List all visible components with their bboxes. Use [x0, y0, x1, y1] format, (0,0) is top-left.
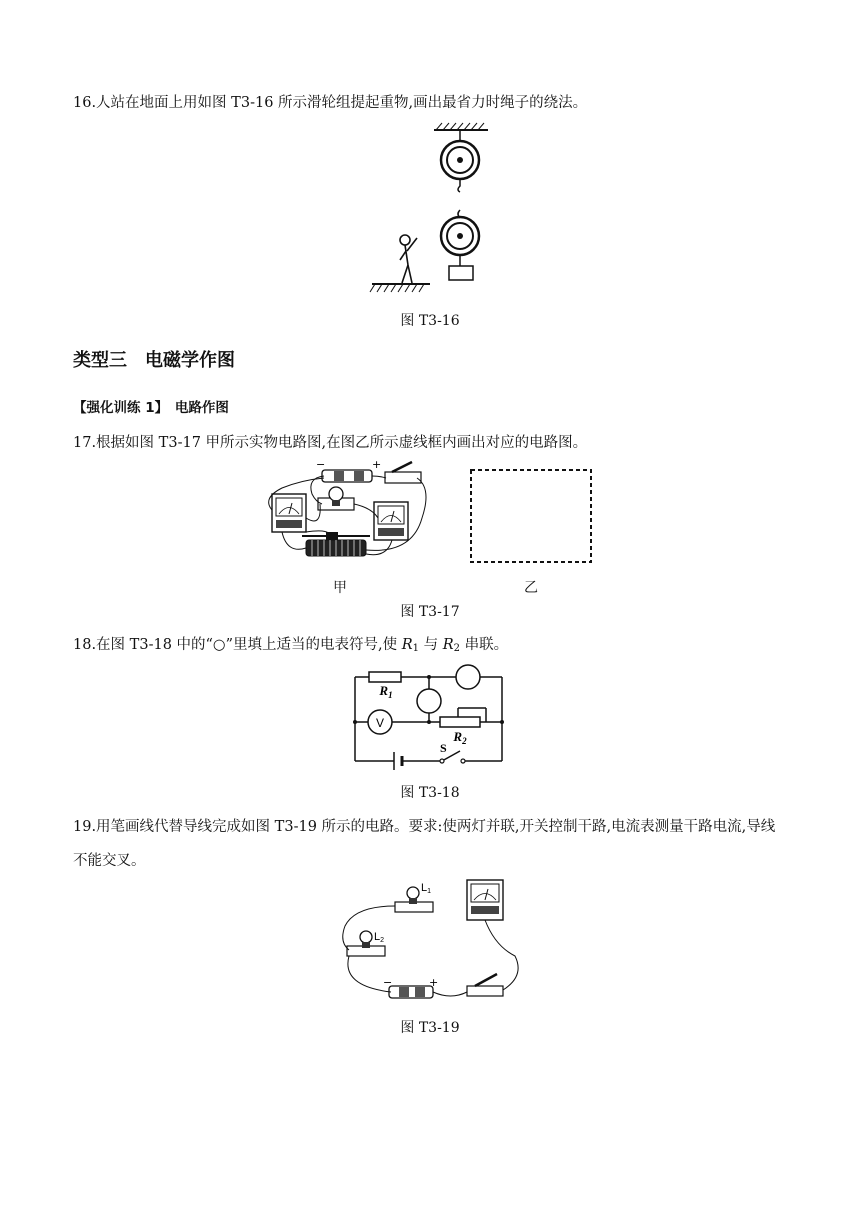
ammeter-icon: [467, 880, 503, 920]
battery-plus-label: +: [429, 976, 439, 989]
figure-caption-t3-16: 图 T3-16: [400, 313, 460, 329]
question-16-text: 16.人站在地面上用如图 T3-16 所示滑轮组提起重物,画出最省力时绳子的绕法。: [73, 95, 588, 111]
svg-text:L2: [374, 931, 384, 944]
r1-label: R: [379, 683, 389, 698]
l2-sub-label: 2: [380, 937, 385, 944]
question-17-text: 17.根据如图 T3-17 甲所示实物电路图,在图乙所示虚线框内画出对应的电路图。: [73, 435, 588, 451]
q18-text-pre: 18.在图 T3-18 中的“○”里填上适当的电表符号,使: [73, 637, 402, 653]
r2-sub-label: 2: [462, 736, 467, 746]
question-18-text: [73, 635, 508, 659]
l2-label: L: [374, 931, 381, 943]
q18-text-post: 串联。: [460, 637, 509, 653]
l1-label: L: [421, 882, 428, 894]
battery-icon: [389, 986, 433, 998]
voltmeter-label: V: [375, 716, 385, 730]
battery-minus-label: −: [383, 976, 393, 989]
r1-sub-label: 1: [388, 690, 393, 700]
figure-caption-t3-19: 图 T3-19: [400, 1020, 460, 1036]
svg-text:R2: [452, 729, 467, 746]
q18-r2: R: [442, 637, 454, 653]
switch-label: S: [440, 741, 447, 755]
battery-minus-label: −: [316, 458, 326, 471]
q18-r1: R: [401, 637, 413, 653]
voltmeter-icon: [272, 494, 306, 532]
empty-dashed-box: [470, 469, 592, 563]
battery-icon: [322, 470, 372, 482]
svg-text:L1: [421, 882, 431, 895]
section-title: 类型三 电磁学作图: [73, 350, 235, 371]
subsection-title: 【强化训练 1】 电路作图: [73, 400, 229, 416]
ammeter-icon: [374, 502, 408, 540]
physical-circuit-figure: [262, 458, 437, 570]
question-19-line1: 19.用笔画线代替导线完成如图 T3-19 所示的电路。要求:使两灯并联,开关控制干路,电流表测量干路电流,导线: [73, 819, 776, 835]
bulb-icon: [318, 487, 354, 510]
l1-sub-label: 1: [427, 888, 432, 895]
svg-text:R1: [378, 683, 392, 700]
physical-circuit-t3-19: [335, 876, 525, 1002]
switch-icon: [467, 974, 503, 996]
switch-icon: [385, 462, 421, 483]
figure-caption-t3-17: 图 T3-17: [400, 604, 460, 620]
figure-label-jia: 甲: [333, 580, 347, 596]
q18-r2-sub: 2: [453, 643, 461, 654]
rheostat-icon: [302, 532, 370, 556]
figure-caption-t3-18: 图 T3-18: [400, 785, 460, 801]
q18-r1-sub: 1: [412, 643, 420, 654]
battery-plus-label: +: [372, 458, 382, 471]
r2-label: R: [453, 729, 463, 744]
pulley-figure: [370, 120, 490, 295]
circuit-diagram-t3-18: [350, 664, 510, 774]
q18-mid: 与: [419, 637, 443, 653]
figure-label-yi: 乙: [524, 580, 538, 596]
question-19-line2: 不能交叉。: [73, 853, 146, 869]
